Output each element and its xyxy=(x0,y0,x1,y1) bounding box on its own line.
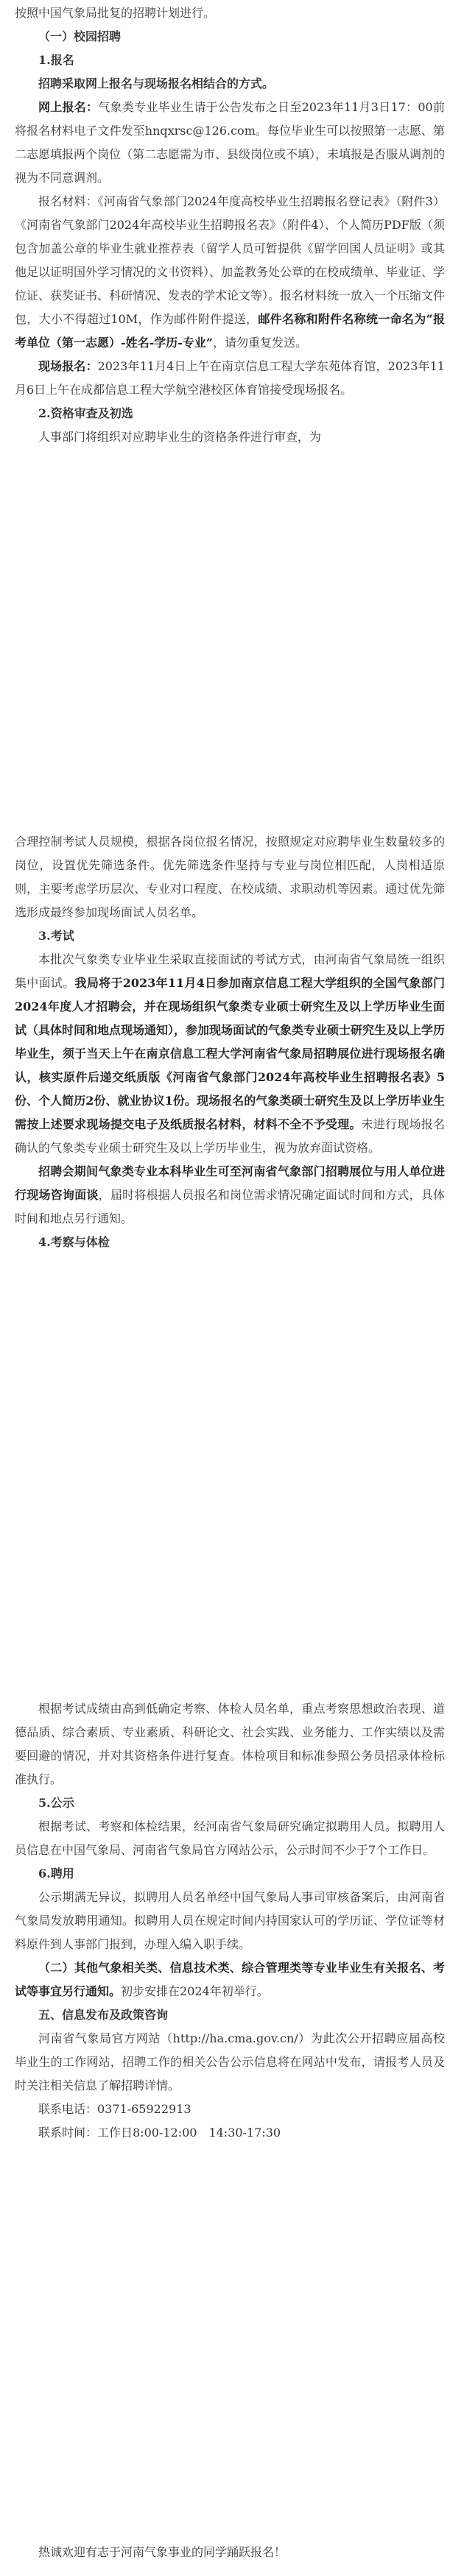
online-signup-text: 气象类专业毕业生请于公告发布之日至2023年11月3日17：00前将报名材料电子文件发至hnqxrsc@126.com。每位毕业生可以按照第一志愿、第二志愿填报两个岗位（第二志愿需为市、县级岗位或不填），未填报是否服从调剂的视为不同意调剂。 xyxy=(15,100,446,185)
publicity-text: 根据考试、考察和体检结果，经河南省气象局研究确定拟聘用人员。拟聘用人员信息在中国气象局、河南省气象局官方网站公示，公示时间不少于7个工作日。 xyxy=(15,1819,445,1857)
heading-campus-recruitment: （一）校园招聘 xyxy=(38,29,122,43)
onsite-signup-text: 2023年11月4日上午在南京信息工程大学东苑体育馆，2023年11月6日上午在成都信息工程大学航空港校区体育馆接受现场报名。 xyxy=(15,359,445,397)
online-signup-paragraph xyxy=(15,96,445,190)
heading-qualification-review: 2.资格审查及初选 xyxy=(38,406,133,420)
materials-tail: ，请勿重复发送。 xyxy=(213,336,308,350)
intro-text: 按照中国气象局批复的招聘计划进行。 xyxy=(15,6,216,20)
contact-phone: 联系电话：0371-65922913 xyxy=(38,2102,191,2116)
contact-hours: 联系时间：工作日8:00-12:00 14:30-17:30 xyxy=(38,2126,281,2140)
exam-details: 我局将于2023年11月4日参加南京信息工程大学组织的全国气象部门2024年度人才招聘会，并在现场组织气象类专业硕士研究生及以上学历毕业生面试（具体时间和地点现场通知），参加现场面试的气象类专业硕士研究生及以上学历毕业生，须于当天上午在南京信息工程大学河南省气象局招聘展位进行现场报名确认，核实原件后递交纸质版《河南省气象部门2024年高校毕业生招聘报名表》5份、个人简历2份、就业协议1份。现场报名的气象类硕士研究生及以上学历毕业生需按上述要求现场提交电子及纸质报名材料，材料不全不予受理。 xyxy=(15,976,446,1131)
welcome-message: 热诚欢迎有志于河南气象事业的同学踊跃报名！ xyxy=(38,2545,287,2559)
other-majors-tail: 初步安排在2024年初举行。 xyxy=(121,1984,269,1998)
heading-hire: 6.聘用 xyxy=(38,1866,74,1880)
online-signup-label: 网上报名： xyxy=(38,100,99,114)
materials-naming-rule: 邮件名称和附件名称统一命名为“报考单位（第一志愿）-姓名-学历-专业” xyxy=(15,312,445,350)
job-fair-paragraph xyxy=(15,1160,445,1231)
review-text-start: 人事部门将组织对应聘毕业生的资格条件进行审查，为 xyxy=(38,430,322,444)
materials-paragraph xyxy=(15,190,445,355)
other-majors-note: （二）其他气象相关类、信息技术类、综合管理类等专业毕业生有关报名、考试等事宜另行通知。 xyxy=(15,1961,445,1998)
heading-signup: 1.报名 xyxy=(38,53,74,67)
exam-tail: 未进行现场报名确认的气象类专业硕士研究生及以上学历毕业生，视为放弃面试资格。 xyxy=(15,1117,445,1155)
section-exam xyxy=(0,830,464,1254)
heading-info-release: 五、信息发布及政策咨询 xyxy=(38,2008,169,2022)
onsite-signup-label: 现场报名： xyxy=(38,359,98,373)
heading-assessment: 4.考察与体检 xyxy=(38,1235,110,1249)
assessment-text: 根据考试成绩由高到低确定考察、体检人员名单，重点考察思想政治表现、道德品质、综合素质、专业素质、科研论文、社会实践、业务能力、工作实绩以及需要回避的情况，并对其资格条件进行复查。体检项目和标准参照公务员招录体检标准执行。 xyxy=(15,1702,445,1786)
section-signup xyxy=(0,1,464,449)
job-fair-note: 招聘会期间气象类专业本科毕业生可至河南省气象部门招聘展位与用人单位进行现场咨询面谈 xyxy=(15,1164,445,1202)
materials-text: 报名材料：《河南省气象部门2024年度高校毕业生招聘报名登记表》（附件3）《河南省气象部门2024年高校毕业生招聘报名表》（附件4）、个人简历PDF版（须包含加盖公章的毕业生就业推荐表（留学人员可暂提供《留学回国人员证明》或其他足以证明国外学习情况的文书资料）、加盖教务处公章的在校成绩单、毕业证、学位证、获奖证书、科研情况、发表的学术论文等）。报名材料统一放入一个压缩文件包，大小不得超过10M，作为邮件附件提送， xyxy=(15,194,446,326)
onsite-signup-paragraph xyxy=(15,355,445,402)
section-hiring xyxy=(0,1697,464,2145)
heading-publicity: 5.公示 xyxy=(38,1796,74,1810)
other-majors-paragraph xyxy=(15,1956,445,2003)
hire-text: 公示期满无异议，拟聘用人员名单经中国气象局人事司审核备案后，由河南省气象局发放聘用通知。拟聘用人员在规定时间内持国家认可的学历证、学位证等材料原件到人事部门报到，办理入编入职手续。 xyxy=(15,1890,445,1951)
signup-method: 招聘采取网上报名与现场报名相结合的方式。 xyxy=(38,77,275,91)
info-release-text: 河南省气象局官方网站（http://ha.cma.gov.cn/）为此次公开招聘应届高校毕业生的工作网站，招聘工作的相关公告公示信息将在网站中发布，请报考人员及时关注相关信息了解招聘详情。 xyxy=(15,2031,445,2092)
exam-lead: 本批次气象类专业毕业生采取直接面试的考试方式，由河南省气象局统一组织集中面试。 xyxy=(15,952,445,990)
heading-exam: 3.考试 xyxy=(38,929,74,943)
job-fair-tail: ，届时将根据人员报名和岗位需求情况确定面试时间和方式，具体时间和地点另行通知。 xyxy=(15,1188,445,1225)
review-text-continued: 合理控制考试人员规模，根据各岗位报名情况，按照规定对应聘毕业生数量较多的岗位，设置优先筛选条件。优先筛选条件坚持与专业与岗位相匹配，人岗相适原则，主要考虑学历层次、专业对口程度、在校成绩、求职动机等因素。通过优先筛选形成最终参加现场面试人员名单。 xyxy=(15,835,445,919)
section-closing xyxy=(0,2541,464,2564)
exam-paragraph xyxy=(15,948,445,1160)
